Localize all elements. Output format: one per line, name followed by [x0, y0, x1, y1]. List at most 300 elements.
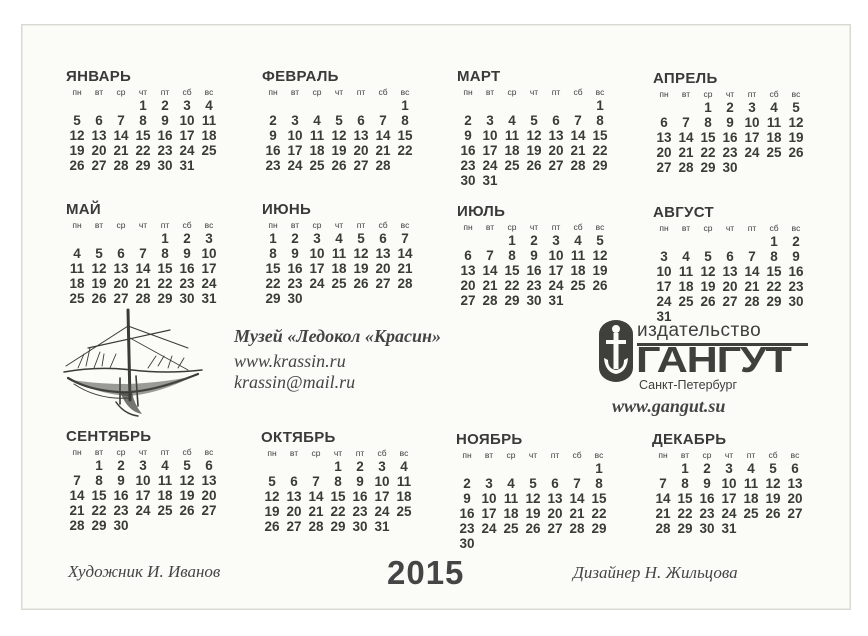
day-cell: 7	[748, 249, 756, 264]
day-cell: 17	[744, 130, 760, 145]
day-cell: 9	[464, 128, 472, 143]
day-cell: 8	[508, 248, 516, 263]
weekday-label: ср	[702, 450, 712, 460]
day-cell: 1	[508, 233, 516, 248]
day-cell	[522, 461, 544, 476]
day-cell: 25	[157, 503, 173, 518]
weekday-label: вс	[204, 87, 214, 97]
day-cell: 13	[547, 491, 563, 506]
weekday-label: чт	[138, 220, 148, 230]
day-cell: 29	[265, 291, 281, 306]
weekday-header-row	[66, 87, 222, 98]
day-cell: 20	[787, 491, 803, 506]
day-cell: 26	[525, 521, 541, 536]
day-cell: 22	[677, 506, 693, 521]
week-row	[262, 158, 418, 173]
day-cell: 28	[655, 521, 671, 536]
day-cell: 16	[699, 491, 715, 506]
week-row	[66, 158, 222, 173]
day-cell: 22	[265, 276, 281, 291]
weekday-label: вт	[680, 450, 690, 460]
day-cell: 14	[135, 261, 151, 276]
day-cell: 21	[569, 506, 585, 521]
day-cell: 28	[308, 519, 324, 534]
day-cell: 30	[352, 519, 368, 534]
week-row	[262, 231, 418, 246]
day-cell: 8	[681, 476, 689, 491]
day-cell: 13	[91, 128, 107, 143]
day-cell: 3	[139, 458, 147, 473]
weekday-label: ср	[703, 223, 713, 233]
weekday-label: чт	[529, 222, 539, 232]
day-cell: 11	[396, 474, 412, 489]
day-cell: 16	[722, 130, 738, 145]
week-row	[66, 98, 222, 113]
day-cell: 24	[374, 504, 390, 519]
day-cell: 10	[656, 264, 672, 279]
day-cell	[154, 518, 176, 533]
day-cell: 29	[135, 158, 151, 173]
week-row	[652, 491, 808, 506]
day-cell: 15	[91, 488, 107, 503]
museum-website-link[interactable]: www.krassin.ru	[234, 351, 346, 371]
day-cell: 6	[791, 461, 799, 476]
day-cell: 31	[179, 158, 195, 173]
anchor-logo-icon	[597, 318, 635, 384]
day-cell: 7	[139, 246, 147, 261]
day-cell: 2	[463, 476, 471, 491]
day-cell: 25	[331, 276, 347, 291]
month-name: НОЯБРЬ	[456, 431, 523, 448]
weekday-label: пн	[72, 87, 82, 97]
day-cell: 6	[117, 246, 125, 261]
day-cell: 27	[286, 519, 302, 534]
publisher-name: ГАНГУТ	[636, 339, 791, 380]
weekday-label: ср	[116, 447, 126, 457]
publisher-website-link[interactable]: www.gangut.su	[612, 396, 726, 416]
day-cell: 25	[201, 143, 217, 158]
day-cell: 11	[678, 264, 694, 279]
day-cell: 26	[91, 291, 107, 306]
week-row	[456, 491, 612, 506]
week-row	[653, 234, 809, 249]
week-row	[261, 504, 417, 519]
day-cell: 30	[157, 158, 173, 173]
day-cell: 20	[201, 488, 217, 503]
day-cell: 4	[400, 459, 408, 474]
weekday-label: вт	[94, 220, 104, 230]
day-cell: 13	[375, 246, 391, 261]
day-cell	[198, 158, 220, 173]
day-cell: 17	[374, 489, 390, 504]
day-cell: 9	[356, 474, 364, 489]
weekday-label: чт	[334, 87, 344, 97]
day-cell: 7	[117, 113, 125, 128]
day-cell: 6	[464, 248, 472, 263]
day-cell: 7	[573, 476, 581, 491]
day-cell: 9	[703, 476, 711, 491]
day-cell: 19	[353, 261, 369, 276]
day-cell: 23	[352, 504, 368, 519]
day-cell: 17	[482, 143, 498, 158]
day-cell: 11	[201, 113, 217, 128]
weekday-label: вс	[400, 220, 410, 230]
weekday-header-row	[653, 89, 809, 100]
day-cell: 15	[330, 489, 346, 504]
day-cell	[589, 293, 611, 308]
month-january	[66, 68, 222, 173]
day-cell: 28	[482, 293, 498, 308]
day-cell: 22	[397, 143, 413, 158]
day-cell: 1	[161, 231, 169, 246]
day-cell: 24	[744, 145, 760, 160]
day-cell: 15	[700, 130, 716, 145]
day-cell: 20	[286, 504, 302, 519]
day-cell: 5	[95, 246, 103, 261]
week-row	[66, 276, 222, 291]
weekday-header-row	[262, 87, 418, 98]
day-cell: 25	[69, 291, 85, 306]
day-cell: 10	[309, 246, 325, 261]
day-cell: 4	[574, 233, 582, 248]
month-october	[261, 429, 417, 534]
day-cell: 30	[179, 291, 195, 306]
day-cell: 7	[73, 473, 81, 488]
weekday-label: вт	[681, 89, 691, 99]
weekday-label: чт	[529, 87, 539, 97]
day-cell	[328, 98, 350, 113]
day-cell	[566, 536, 588, 551]
day-cell: 18	[504, 143, 520, 158]
week-row	[66, 488, 222, 503]
day-cell	[653, 100, 675, 115]
day-cell: 1	[139, 98, 147, 113]
weekday-label: вс	[399, 448, 409, 458]
day-cell: 3	[485, 476, 493, 491]
weekday-label: чт	[333, 448, 343, 458]
day-cell	[500, 536, 522, 551]
month-name: ФЕВРАЛЬ	[262, 68, 339, 85]
weekday-label: пн	[463, 87, 473, 97]
weekday-label: пт	[160, 87, 170, 97]
day-cell: 13	[460, 263, 476, 278]
day-cell: 26	[700, 294, 716, 309]
publisher-tagline: издательство	[637, 320, 762, 341]
day-cell: 23	[699, 506, 715, 521]
day-cell: 28	[678, 160, 694, 175]
day-cell	[545, 173, 567, 188]
day-cell: 15	[766, 264, 782, 279]
day-cell	[132, 518, 154, 533]
weekday-label: пт	[747, 89, 757, 99]
day-cell: 23	[722, 145, 738, 160]
weekday-label: вт	[485, 87, 495, 97]
day-cell: 14	[308, 489, 324, 504]
day-cell: 20	[375, 261, 391, 276]
day-cell: 18	[69, 276, 85, 291]
month-june	[262, 201, 418, 306]
weekday-label: чт	[138, 87, 148, 97]
week-row	[457, 278, 613, 293]
weekday-label: вс	[204, 220, 214, 230]
day-cell: 4	[507, 476, 515, 491]
week-row	[261, 519, 417, 534]
day-cell: 8	[139, 113, 147, 128]
day-cell	[675, 234, 697, 249]
day-cell: 15	[677, 491, 693, 506]
day-cell: 12	[264, 489, 280, 504]
day-cell: 27	[375, 276, 391, 291]
day-cell: 4	[335, 231, 343, 246]
day-cell: 23	[460, 158, 476, 173]
day-cell: 10	[374, 474, 390, 489]
day-cell: 5	[596, 233, 604, 248]
day-cell: 6	[726, 249, 734, 264]
day-cell: 23	[265, 158, 281, 173]
day-cell: 13	[286, 489, 302, 504]
day-cell: 18	[157, 488, 173, 503]
weekday-label: вс	[594, 450, 604, 460]
day-cell	[522, 536, 544, 551]
week-row	[66, 246, 222, 261]
weekday-label: пн	[72, 220, 82, 230]
day-cell: 6	[660, 115, 668, 130]
day-cell: 9	[117, 473, 125, 488]
day-cell: 18	[396, 489, 412, 504]
day-cell	[328, 291, 350, 306]
day-cell: 20	[722, 279, 738, 294]
day-cell: 3	[486, 113, 494, 128]
day-cell: 22	[592, 143, 608, 158]
weekday-label: чт	[725, 223, 735, 233]
day-cell: 30	[722, 160, 738, 175]
day-cell: 15	[592, 128, 608, 143]
weekday-label: ср	[507, 222, 517, 232]
day-cell: 9	[183, 246, 191, 261]
day-cell: 12	[525, 491, 541, 506]
week-row	[653, 115, 809, 130]
month-april	[653, 70, 809, 175]
day-cell: 2	[269, 113, 277, 128]
day-cell: 12	[788, 115, 804, 130]
week-row	[261, 474, 417, 489]
day-cell: 2	[291, 231, 299, 246]
day-cell	[588, 536, 610, 551]
day-cell: 13	[353, 128, 369, 143]
day-cell: 14	[678, 130, 694, 145]
day-cell: 25	[503, 521, 519, 536]
week-row	[652, 461, 808, 476]
weekday-label: вс	[595, 87, 605, 97]
week-row	[66, 128, 222, 143]
day-cell	[350, 291, 372, 306]
weekday-header-row	[653, 223, 809, 234]
day-cell: 20	[353, 143, 369, 158]
day-cell: 22	[157, 276, 173, 291]
week-row	[456, 476, 612, 491]
day-cell: 18	[201, 128, 217, 143]
day-cell: 5	[268, 474, 276, 489]
day-cell: 2	[464, 113, 472, 128]
weekday-label: пн	[268, 87, 278, 97]
week-row	[653, 160, 809, 175]
weekday-label: ср	[311, 448, 321, 458]
day-cell: 9	[291, 246, 299, 261]
day-cell: 10	[201, 246, 217, 261]
week-row	[262, 246, 418, 261]
weekday-label: чт	[528, 450, 538, 460]
day-cell: 30	[699, 521, 715, 536]
day-cell: 24	[548, 278, 564, 293]
day-cell: 26	[264, 519, 280, 534]
weekday-label: вт	[485, 222, 495, 232]
month-september	[66, 428, 222, 533]
day-cell: 28	[397, 276, 413, 291]
day-cell: 23	[526, 278, 542, 293]
day-cell: 13	[201, 473, 217, 488]
day-cell: 14	[569, 491, 585, 506]
day-cell: 7	[574, 113, 582, 128]
day-cell	[372, 291, 394, 306]
day-cell: 27	[460, 293, 476, 308]
week-row	[66, 291, 222, 306]
weekday-label: вс	[791, 89, 801, 99]
week-row	[262, 276, 418, 291]
month-name: ОКТЯБРЬ	[261, 429, 336, 446]
day-cell: 10	[179, 113, 195, 128]
day-cell: 4	[161, 458, 169, 473]
weekday-label: чт	[724, 450, 734, 460]
day-cell	[176, 518, 198, 533]
day-cell: 18	[743, 491, 759, 506]
day-cell: 28	[69, 518, 85, 533]
day-cell: 10	[287, 128, 303, 143]
day-cell: 5	[792, 100, 800, 115]
week-row	[66, 503, 222, 518]
day-cell: 26	[353, 276, 369, 291]
day-cell: 17	[309, 261, 325, 276]
day-cell	[306, 291, 328, 306]
day-cell: 29	[677, 521, 693, 536]
day-cell: 19	[700, 279, 716, 294]
day-cell: 5	[335, 113, 343, 128]
day-cell	[110, 231, 132, 246]
day-cell	[283, 459, 305, 474]
day-cell: 20	[547, 506, 563, 521]
artist-credit: Художник И. Иванов	[68, 562, 221, 581]
day-cell	[261, 459, 283, 474]
day-cell	[544, 536, 566, 551]
day-cell: 11	[504, 128, 520, 143]
day-cell: 8	[334, 474, 342, 489]
day-cell: 16	[788, 264, 804, 279]
weekday-label: вт	[290, 87, 300, 97]
day-cell: 22	[504, 278, 520, 293]
month-july	[457, 203, 613, 308]
day-cell	[544, 461, 566, 476]
day-cell	[198, 518, 220, 533]
day-cell: 11	[69, 261, 85, 276]
day-cell: 23	[157, 143, 173, 158]
day-cell: 17	[548, 263, 564, 278]
calendar-year: 2015	[387, 554, 465, 591]
day-cell	[394, 158, 416, 173]
museum-title: Музей «Ледокол «Красин»	[234, 326, 442, 346]
month-name: ДЕКАБРЬ	[652, 431, 727, 448]
day-cell: 17	[179, 128, 195, 143]
day-cell	[785, 160, 807, 175]
day-cell	[566, 461, 588, 476]
day-cell: 5	[183, 458, 191, 473]
day-cell: 1	[334, 459, 342, 474]
day-cell: 15	[157, 261, 173, 276]
museum-email-link[interactable]: krassin@mail.ru	[234, 372, 356, 392]
day-cell	[740, 521, 762, 536]
day-cell: 16	[157, 128, 173, 143]
day-cell: 17	[135, 488, 151, 503]
day-cell: 12	[700, 264, 716, 279]
day-cell: 20	[656, 145, 672, 160]
day-cell: 8	[401, 113, 409, 128]
day-cell	[762, 521, 784, 536]
day-cell	[697, 234, 719, 249]
day-cell: 29	[91, 518, 107, 533]
day-cell: 9	[269, 128, 277, 143]
day-cell: 20	[548, 143, 564, 158]
day-cell: 9	[463, 491, 471, 506]
day-cell: 5	[704, 249, 712, 264]
day-cell: 25	[504, 158, 520, 173]
day-cell	[110, 98, 132, 113]
day-cell: 20	[113, 276, 129, 291]
day-cell: 19	[788, 130, 804, 145]
day-cell: 16	[179, 261, 195, 276]
day-cell: 8	[704, 115, 712, 130]
week-row	[653, 145, 809, 160]
week-row	[66, 231, 222, 246]
day-cell: 20	[460, 278, 476, 293]
month-may	[66, 201, 222, 306]
week-row	[66, 113, 222, 128]
day-cell: 13	[656, 130, 672, 145]
day-cell: 24	[201, 276, 217, 291]
day-cell: 4	[508, 113, 516, 128]
week-row	[66, 143, 222, 158]
month-name: ЯНВАРЬ	[66, 68, 132, 85]
weekday-label: пт	[551, 222, 561, 232]
day-cell	[306, 98, 328, 113]
day-cell: 1	[95, 458, 103, 473]
day-cell: 29	[591, 521, 607, 536]
day-cell	[66, 98, 88, 113]
weekday-label: ср	[116, 87, 126, 97]
day-cell: 18	[766, 130, 782, 145]
week-row	[262, 113, 418, 128]
week-row	[262, 291, 418, 306]
day-cell: 15	[504, 263, 520, 278]
day-cell: 14	[69, 488, 85, 503]
week-row	[262, 143, 418, 158]
day-cell: 8	[596, 113, 604, 128]
day-cell: 2	[117, 458, 125, 473]
day-cell: 2	[703, 461, 711, 476]
weekday-label: пн	[659, 89, 669, 99]
day-cell: 28	[113, 158, 129, 173]
day-cell: 13	[722, 264, 738, 279]
day-cell: 22	[330, 504, 346, 519]
day-cell: 2	[530, 233, 538, 248]
day-cell: 4	[682, 249, 690, 264]
